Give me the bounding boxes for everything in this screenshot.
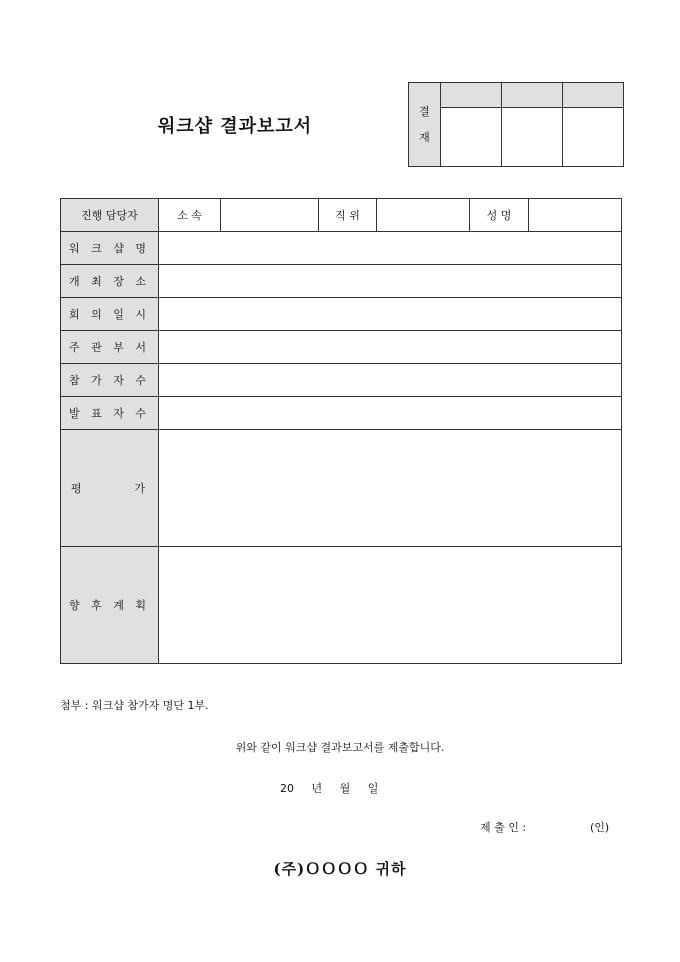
presenters-field[interactable] [159, 397, 622, 430]
approval-sign-cell[interactable] [563, 108, 624, 167]
future-plan-label: 향 후 계 획 [61, 547, 159, 664]
position-label: 직 위 [319, 199, 377, 232]
approval-label-top: 결 [419, 104, 430, 118]
workshop-name-label: 워 크 샵 명 [61, 232, 159, 265]
evaluation-label-right: 가 [134, 482, 145, 495]
evaluation-field[interactable] [159, 430, 622, 547]
participants-label: 참 가 자 수 [61, 364, 159, 397]
submission-date: 20 년 월 일 [280, 782, 379, 795]
seal-mark: (인) [590, 821, 610, 834]
approval-sign-cell[interactable] [441, 108, 502, 167]
datetime-field[interactable] [159, 298, 622, 331]
affiliation-field[interactable] [221, 199, 319, 232]
evaluation-label [61, 430, 159, 547]
position-field[interactable] [377, 199, 470, 232]
name-field[interactable] [529, 199, 622, 232]
approval-label [409, 83, 441, 167]
approval-label-bottom: 재 [419, 130, 430, 144]
submission-statement: 위와 같이 워크샵 결과보고서를 제출합니다. [235, 741, 445, 754]
approval-header-cell [563, 83, 624, 108]
evaluation-label-left: 평 [71, 482, 82, 495]
name-label: 성 명 [470, 199, 529, 232]
recipient: (주)ＯＯＯＯ 귀하 [273, 860, 407, 878]
datetime-label: 회 의 일 시 [61, 298, 159, 331]
report-form-table [60, 198, 622, 664]
approval-header-cell [502, 83, 563, 108]
affiliation-label: 소 속 [159, 199, 221, 232]
manager-label: 진행 담당자 [61, 199, 159, 232]
workshop-name-field[interactable] [159, 232, 622, 265]
approval-box [408, 82, 624, 167]
department-label: 주 관 부 서 [61, 331, 159, 364]
approval-sign-cell[interactable] [502, 108, 563, 167]
approval-header-cell [441, 83, 502, 108]
venue-field[interactable] [159, 265, 622, 298]
presenters-label: 발 표 자 수 [61, 397, 159, 430]
venue-label: 개 최 장 소 [61, 265, 159, 298]
document-title: 워크샵 결과보고서 [157, 116, 313, 137]
future-plan-field[interactable] [159, 547, 622, 664]
submitter-label: 제 출 인 : [480, 821, 527, 834]
attachment-note: 첨부 : 워크샵 참가자 명단 1부. [60, 699, 209, 712]
participants-field[interactable] [159, 364, 622, 397]
department-field[interactable] [159, 331, 622, 364]
